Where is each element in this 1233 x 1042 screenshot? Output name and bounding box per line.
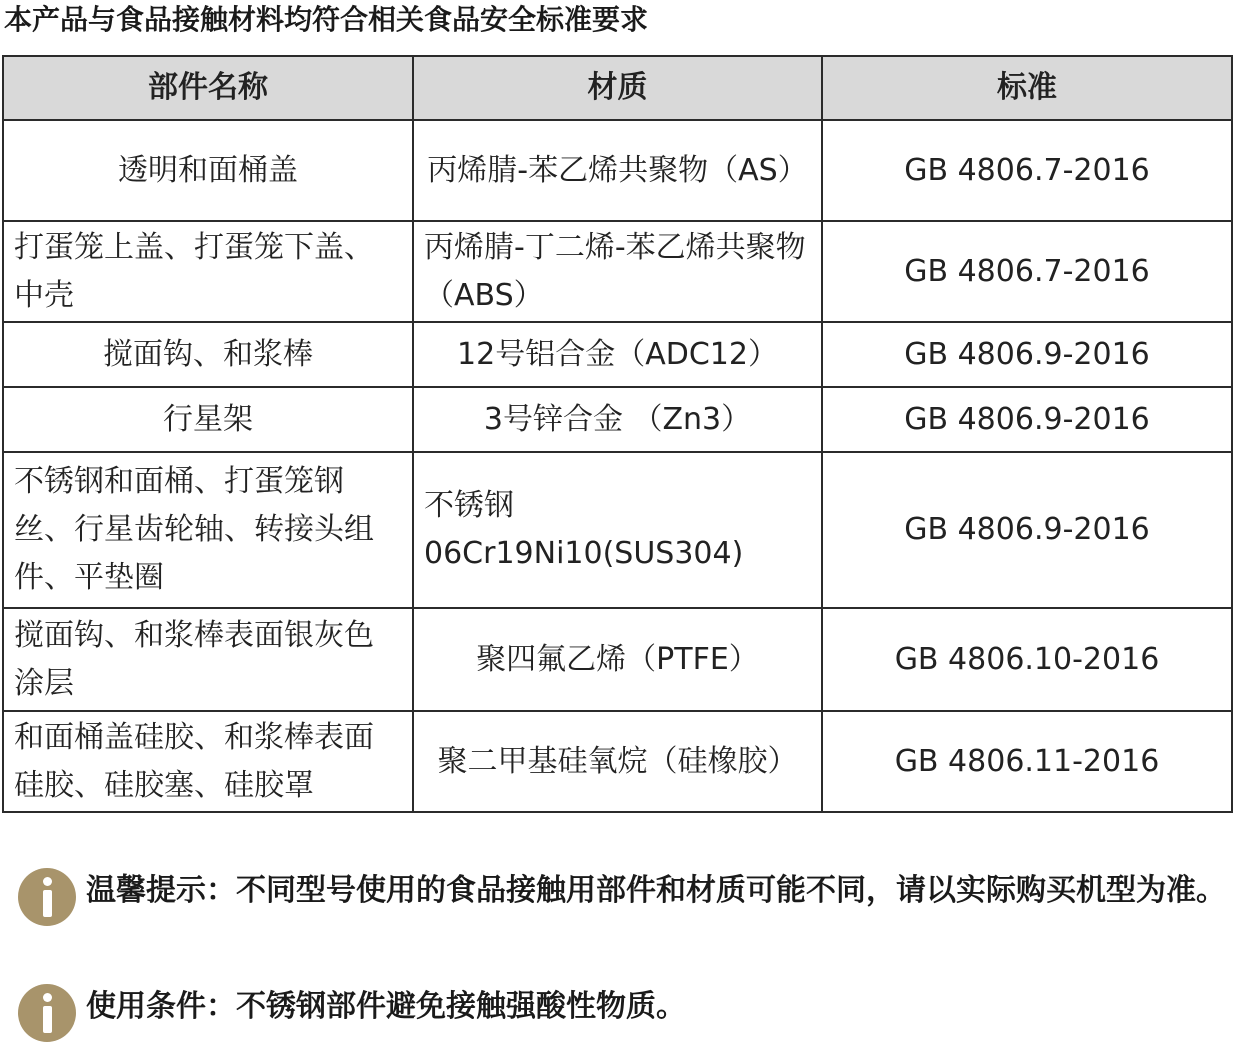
part-name-cell: 和面桶盖硅胶、和浆棒表面硅胶、硅胶塞、硅胶罩 — [3, 711, 413, 812]
info-icon — [18, 984, 76, 1042]
table-row — [3, 387, 1232, 452]
material-cell: 聚二甲基硅氧烷（硅橡胶） — [413, 711, 822, 812]
table-row — [3, 221, 1232, 322]
tip-usage-condition — [18, 982, 1231, 1042]
material-cell: 12号铝合金（ADC12） — [413, 322, 822, 387]
part-name-cell: 行星架 — [3, 387, 413, 452]
table-header-row — [3, 56, 1232, 120]
material-cell: 聚四氟乙烯（PTFE） — [413, 608, 822, 711]
table-row — [3, 322, 1232, 387]
standard-cell: GB 4806.9-2016 — [822, 387, 1232, 452]
tip-text: 使用条件：不锈钢部件避免接触强酸性物质。 — [86, 989, 686, 1024]
part-name-cell: 透明和面桶盖 — [3, 120, 413, 221]
standard-cell: GB 4806.11-2016 — [822, 711, 1232, 812]
part-name-cell: 打蛋笼上盖、打蛋笼下盖、中壳 — [3, 221, 413, 322]
column-header-part-name: 部件名称 — [3, 56, 413, 120]
material-cell: 3号锌合金 （Zn3） — [413, 387, 822, 452]
material-cell: 不锈钢06Cr19Ni10(SUS304) — [413, 452, 822, 608]
part-name-cell: 搅面钩、和浆棒表面银灰色涂层 — [3, 608, 413, 711]
table-row — [3, 711, 1232, 812]
standard-cell: GB 4806.9-2016 — [822, 452, 1232, 608]
part-name-cell: 不锈钢和面桶、打蛋笼钢丝、行星齿轮轴、转接头组件、平垫圈 — [3, 452, 413, 608]
standard-cell: GB 4806.7-2016 — [822, 221, 1232, 322]
standard-cell: GB 4806.7-2016 — [822, 120, 1232, 221]
table-row — [3, 452, 1232, 608]
standard-cell: GB 4806.10-2016 — [822, 608, 1232, 711]
material-cell: 丙烯腈-丁二烯-苯乙烯共聚物（ABS） — [413, 221, 822, 322]
tip-warm-reminder — [18, 866, 1231, 926]
table-row — [3, 608, 1232, 711]
part-name-cell: 搅面钩、和浆棒 — [3, 322, 413, 387]
column-header-standard: 标准 — [822, 56, 1232, 120]
standard-cell: GB 4806.9-2016 — [822, 322, 1232, 387]
table-row — [3, 120, 1232, 221]
tip-text: 温馨提示：不同型号使用的食品接触用部件和材质可能不同，请以实际购买机型为准。 — [86, 873, 1226, 908]
column-header-material: 材质 — [413, 56, 822, 120]
page-title: 本产品与食品接触材料均符合相关食品安全标准要求 — [4, 3, 649, 36]
material-cell: 丙烯腈-苯乙烯共聚物（AS） — [413, 120, 822, 221]
info-icon — [18, 868, 76, 926]
material-standards-table — [2, 55, 1233, 813]
